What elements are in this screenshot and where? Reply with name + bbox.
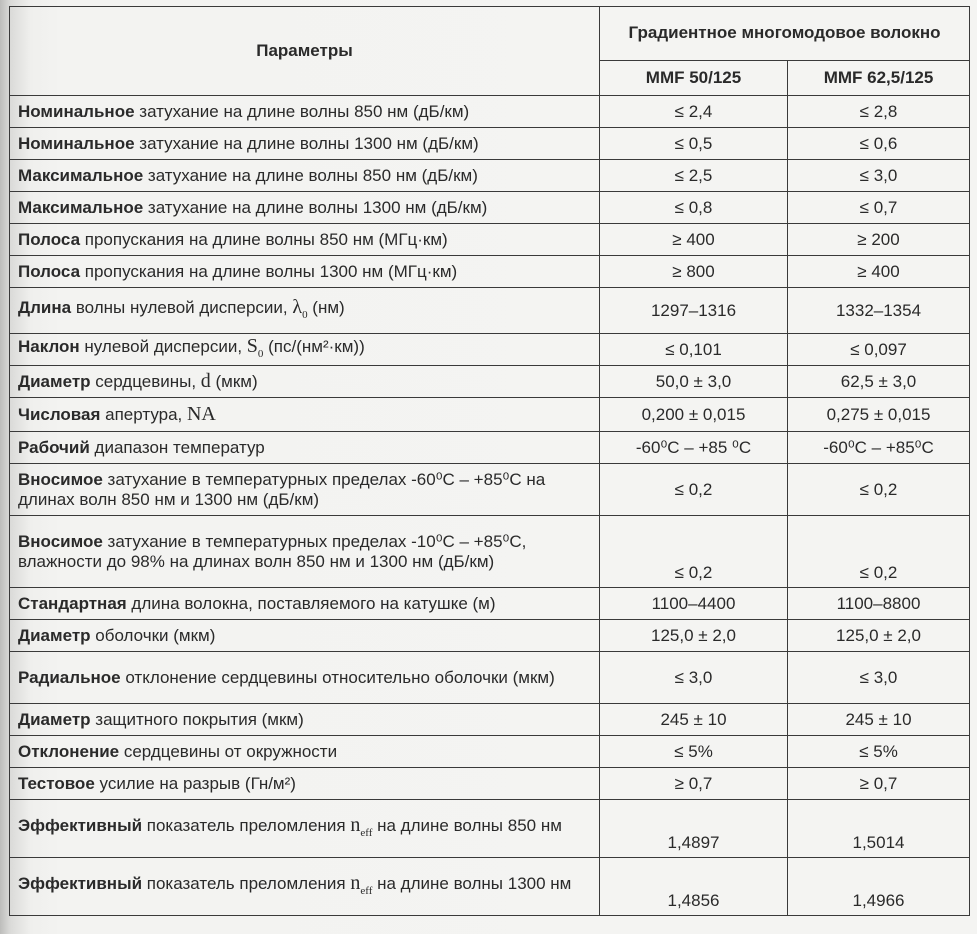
- value-mmf-50: ≤ 3,0: [600, 652, 788, 704]
- value-mmf-62: ≤ 5%: [788, 736, 970, 768]
- value-mmf-62: ≤ 0,2: [788, 516, 970, 588]
- value-mmf-62: 125,0 ± 2,0: [788, 620, 970, 652]
- param-symbol-subscript: 0: [257, 347, 264, 360]
- param-lead: Длина: [18, 297, 72, 317]
- value-mmf-50: -60⁰C – +85 ⁰C: [600, 432, 788, 464]
- table-row: [10, 334, 970, 366]
- param-lead: Диаметр: [18, 709, 91, 729]
- value-mmf-62: 1100–8800: [788, 588, 970, 620]
- param-cell: [10, 288, 600, 334]
- param-text: диапазон температур: [89, 437, 265, 457]
- param-lead: Вносимое: [18, 469, 103, 489]
- param-symbol: $n_{eff}$: [350, 813, 373, 839]
- param-cell: [10, 736, 600, 768]
- table-body: [10, 96, 970, 916]
- param-lead: Полоса: [18, 261, 81, 281]
- param-lead: Диаметр: [18, 372, 91, 391]
- param-symbol: d: [200, 370, 211, 392]
- value-mmf-62: ≤ 3,0: [788, 160, 970, 192]
- table-row: [10, 128, 970, 160]
- table-row: [10, 620, 970, 652]
- param-lead: Тестовое: [18, 773, 95, 793]
- table-row: [10, 432, 970, 464]
- param-text: апертура,: [100, 405, 187, 424]
- param-cell: [10, 398, 600, 432]
- param-text: затухание на длине волны 1300 нм (дБ/км): [143, 197, 488, 217]
- param-symbol: $n_{eff}$: [350, 871, 373, 897]
- param-cell: [10, 160, 600, 192]
- param-unit: (пс/(нм²·км)): [263, 336, 365, 356]
- value-mmf-62: ≤ 0,097: [788, 334, 970, 366]
- table-row: [10, 652, 970, 704]
- param-cell: [10, 96, 600, 128]
- param-symbol: $\lambda_0$: [292, 295, 308, 321]
- param-symbol-subscript: eff: [360, 826, 373, 839]
- param-text: пропускания на длине волны 850 нм (МГц·км): [80, 229, 448, 249]
- table-row: [10, 256, 970, 288]
- param-text: отклонение сердцевины относительно оболочки (мкм): [120, 667, 555, 687]
- value-mmf-50: ≥ 400: [600, 224, 788, 256]
- param-text: затухание на длине волны 850 нм (дБ/км): [143, 165, 478, 185]
- value-mmf-50: ≤ 0,2: [600, 464, 788, 516]
- value-mmf-62: ≤ 0,6: [788, 128, 970, 160]
- param-lead: Максимальное: [18, 165, 144, 185]
- value-mmf-50: 1297–1316: [600, 288, 788, 334]
- param-lead: Наклон: [18, 336, 80, 356]
- param-text: затухание в температурных пределах -60⁰C – +85⁰C на длинах волн 850 нм и 1300 нм (дБ/км): [18, 469, 546, 509]
- param-text: оболочки (мкм): [90, 625, 216, 645]
- param-text: волны нулевой дисперсии,: [71, 297, 293, 317]
- header-fiber-group: Градиентное многомодовое волокно: [600, 7, 970, 61]
- header-mmf-50: MMF 50/125: [600, 60, 788, 95]
- table-row: [10, 96, 970, 128]
- fiber-spec-table: [9, 6, 970, 916]
- param-text: длина волокна, поставляемого на катушке (м): [126, 593, 496, 613]
- header-mmf-62: MMF 62,5/125: [788, 60, 970, 95]
- value-mmf-62: 1,4966: [788, 858, 970, 916]
- param-text: затухание на длине волны 850 нм (дБ/км): [134, 101, 470, 121]
- param-cell: [10, 432, 600, 464]
- value-mmf-62: 1,5014: [788, 800, 970, 858]
- value-mmf-62: 1332–1354: [788, 288, 970, 334]
- param-cell: [10, 588, 600, 620]
- param-text: показатель преломления: [142, 815, 351, 835]
- value-mmf-50: 245 ± 10: [600, 704, 788, 736]
- table-row: [10, 464, 970, 516]
- table-row: [10, 398, 970, 432]
- param-symbol-subscript: eff: [360, 884, 373, 897]
- param-symbol: $S_0$: [246, 334, 264, 360]
- param-text: усилие на разрыв (Гн/м²): [94, 773, 296, 793]
- param-text: затухание в температурных пределах -10⁰C – +85⁰C, влажности до 98% на длинах волн 850 нм и 1300 нм (дБ/км): [18, 531, 527, 571]
- param-cell: [10, 800, 600, 858]
- param-text: нулевой дисперсии,: [79, 336, 247, 356]
- table-row: [10, 160, 970, 192]
- param-cell: [10, 256, 600, 288]
- table-row: [10, 588, 970, 620]
- value-mmf-62: ≤ 3,0: [788, 652, 970, 704]
- param-text: затухание на длине волны 1300 нм (дБ/км): [134, 133, 479, 153]
- value-mmf-62: ≥ 400: [788, 256, 970, 288]
- value-mmf-50: ≤ 0,8: [600, 192, 788, 224]
- param-cell: [10, 516, 600, 588]
- value-mmf-62: ≥ 200: [788, 224, 970, 256]
- table-row: [10, 736, 970, 768]
- header-parameters: Параметры: [10, 7, 600, 96]
- param-cell: [10, 128, 600, 160]
- value-mmf-50: 125,0 ± 2,0: [600, 620, 788, 652]
- param-cell: [10, 464, 600, 516]
- param-cell: [10, 768, 600, 800]
- param-lead: Отклонение: [18, 741, 120, 761]
- value-mmf-50: ≥ 800: [600, 256, 788, 288]
- value-mmf-50: ≤ 0,2: [600, 516, 788, 588]
- table-row: [10, 800, 970, 858]
- param-lead: Эффективный: [18, 873, 143, 893]
- param-cell: [10, 620, 600, 652]
- param-symbol-subscript: 0: [302, 308, 308, 321]
- param-lead: Номинальное: [18, 101, 135, 121]
- param-lead: Номинальное: [18, 133, 135, 153]
- param-cell: [10, 858, 600, 916]
- param-lead: Рабочий: [18, 437, 90, 457]
- table-row: [10, 366, 970, 398]
- value-mmf-62: ≤ 0,7: [788, 192, 970, 224]
- param-cell: [10, 652, 600, 704]
- table-row: [10, 192, 970, 224]
- value-mmf-62: 245 ± 10: [788, 704, 970, 736]
- value-mmf-50: ≤ 5%: [600, 736, 788, 768]
- table-row: [10, 768, 970, 800]
- param-lead: Радиальное: [18, 667, 121, 687]
- value-mmf-50: 1100–4400: [600, 588, 788, 620]
- param-cell: [10, 192, 600, 224]
- value-mmf-50: ≤ 2,4: [600, 96, 788, 128]
- value-mmf-50: 1,4897: [600, 800, 788, 858]
- table-row: [10, 224, 970, 256]
- value-mmf-50: ≥ 0,7: [600, 768, 788, 800]
- param-unit: (мкм): [210, 372, 258, 391]
- value-mmf-62: ≤ 2,8: [788, 96, 970, 128]
- param-text: сердцевины от окружности: [119, 741, 338, 761]
- param-symbol: NA: [186, 403, 216, 425]
- param-cell: [10, 366, 600, 398]
- param-text: защитного покрытия (мкм): [90, 709, 304, 729]
- param-lead: Эффективный: [18, 815, 143, 835]
- param-lead: Диаметр: [18, 625, 91, 645]
- param-text: пропускания на длине волны 1300 нм (МГц·км): [80, 261, 458, 281]
- value-mmf-50: ≤ 0,5: [600, 128, 788, 160]
- param-cell: [10, 334, 600, 366]
- table-row: [10, 516, 970, 588]
- value-mmf-62: ≥ 0,7: [788, 768, 970, 800]
- param-lead: Максимальное: [18, 197, 144, 217]
- param-unit: на длине волны 850 нм: [372, 815, 562, 835]
- table-row: [10, 858, 970, 916]
- value-mmf-62: -60⁰C – +85⁰C: [788, 432, 970, 464]
- param-unit: (нм): [307, 297, 345, 317]
- param-cell: [10, 704, 600, 736]
- value-mmf-62: ≤ 0,2: [788, 464, 970, 516]
- param-text: показатель преломления: [142, 873, 351, 893]
- value-mmf-50: ≤ 0,101: [600, 334, 788, 366]
- table-row: [10, 704, 970, 736]
- param-lead: Стандартная: [18, 593, 127, 613]
- value-mmf-50: 0,200 ± 0,015: [600, 398, 788, 432]
- param-lead: Числовая: [18, 405, 101, 424]
- param-lead: Полоса: [18, 229, 81, 249]
- param-cell: [10, 224, 600, 256]
- param-text: сердцевины,: [90, 372, 201, 391]
- param-lead: Вносимое: [18, 531, 103, 551]
- value-mmf-62: 62,5 ± 3,0: [788, 366, 970, 398]
- value-mmf-50: 1,4856: [600, 858, 788, 916]
- value-mmf-50: ≤ 2,5: [600, 160, 788, 192]
- value-mmf-62: 0,275 ± 0,015: [788, 398, 970, 432]
- value-mmf-50: 50,0 ± 3,0: [600, 366, 788, 398]
- table-row: [10, 288, 970, 334]
- param-unit: на длине волны 1300 нм: [372, 873, 572, 893]
